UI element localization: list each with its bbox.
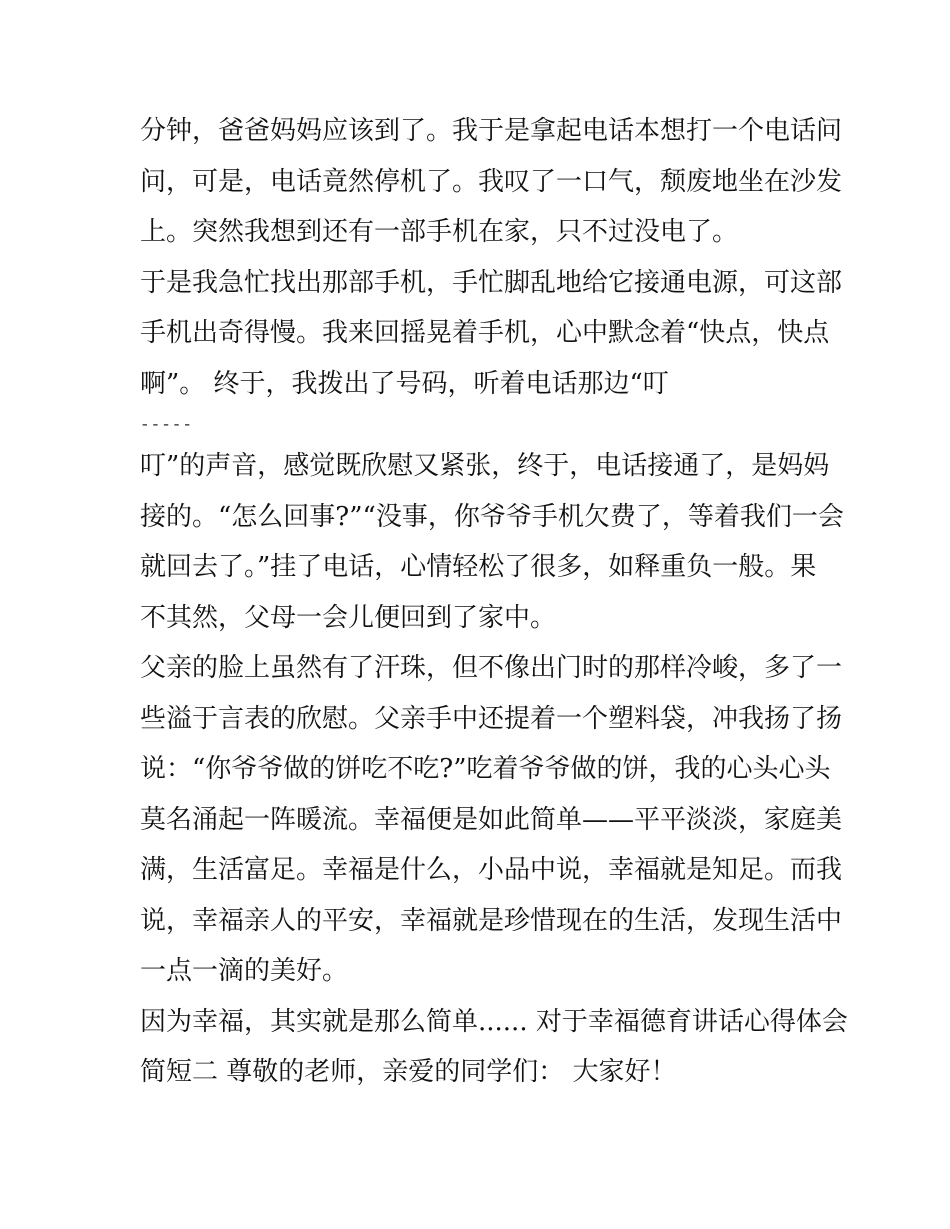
text-line: 手机出奇得慢。我来回摇晃着手机，心中默念着“快点，快点 xyxy=(140,318,830,348)
text-line: 说：“你爷爷做的饼吃不吃?”吃着爷爷做的饼，我的心头心头 xyxy=(140,754,831,784)
text-line: 上。突然我想到还有一部手机在家，只不过没电了。 xyxy=(140,217,739,247)
text-line: 莫名涌起一阵暖流。幸福便是如此简单——平平淡淡，家庭美 xyxy=(140,804,843,835)
text-line: 就回去了。”挂了电话，心情轻松了很多，如释重负一般。果 xyxy=(140,552,817,582)
text-line: 说，幸福亲人的平安，幸福就是珍惜现在的生活，发现生活中 xyxy=(140,905,843,936)
page-break-separator: ----- xyxy=(140,416,194,434)
text-line: 父亲的脸上虽然有了汗珠，但不像出门时的那样冷峻，多了一 xyxy=(140,653,843,683)
text-line: 满，生活富足。幸福是什么，小品中说，幸福就是知足。而我 xyxy=(140,855,843,885)
text-line: 于是我急忙找出那部手机，手忙脚乱地给它接通电源，可这部 xyxy=(140,267,843,298)
text-line: 不其然，父母一会儿便回到了家中。 xyxy=(140,602,557,633)
text-line: 接的。“怎么回事?”“没事，你爷爷手机欠费了，等着我们一会 xyxy=(140,501,844,532)
text-line: 叮”的声音，感觉既欣慰又紧张，终于，电话接通了，是妈妈 xyxy=(140,451,830,481)
document-body xyxy=(140,106,848,1098)
text-line: 因为幸福，其实就是那么简单...... 对于幸福德育讲话心得体会 xyxy=(140,1006,848,1037)
text-line: 分钟，爸爸妈妈应该到了。我于是拿起电话本想打一个电话问 xyxy=(140,116,843,146)
text-line: 问，可是，电话竟然停机了。我叹了一口气，颓废地坐在沙发 xyxy=(140,166,843,197)
text-line: 啊”。 终于，我拨出了号码，听着电话那边“叮 xyxy=(140,368,669,399)
text-line: 一点一滴的美好。 xyxy=(140,956,349,986)
text-line: 些溢于言表的欣慰。父亲手中还提着一个塑料袋，冲我扬了扬 xyxy=(140,703,843,734)
text-line: 简短二 尊敬的老师，亲爱的同学们： 大家好！ xyxy=(140,1057,677,1087)
